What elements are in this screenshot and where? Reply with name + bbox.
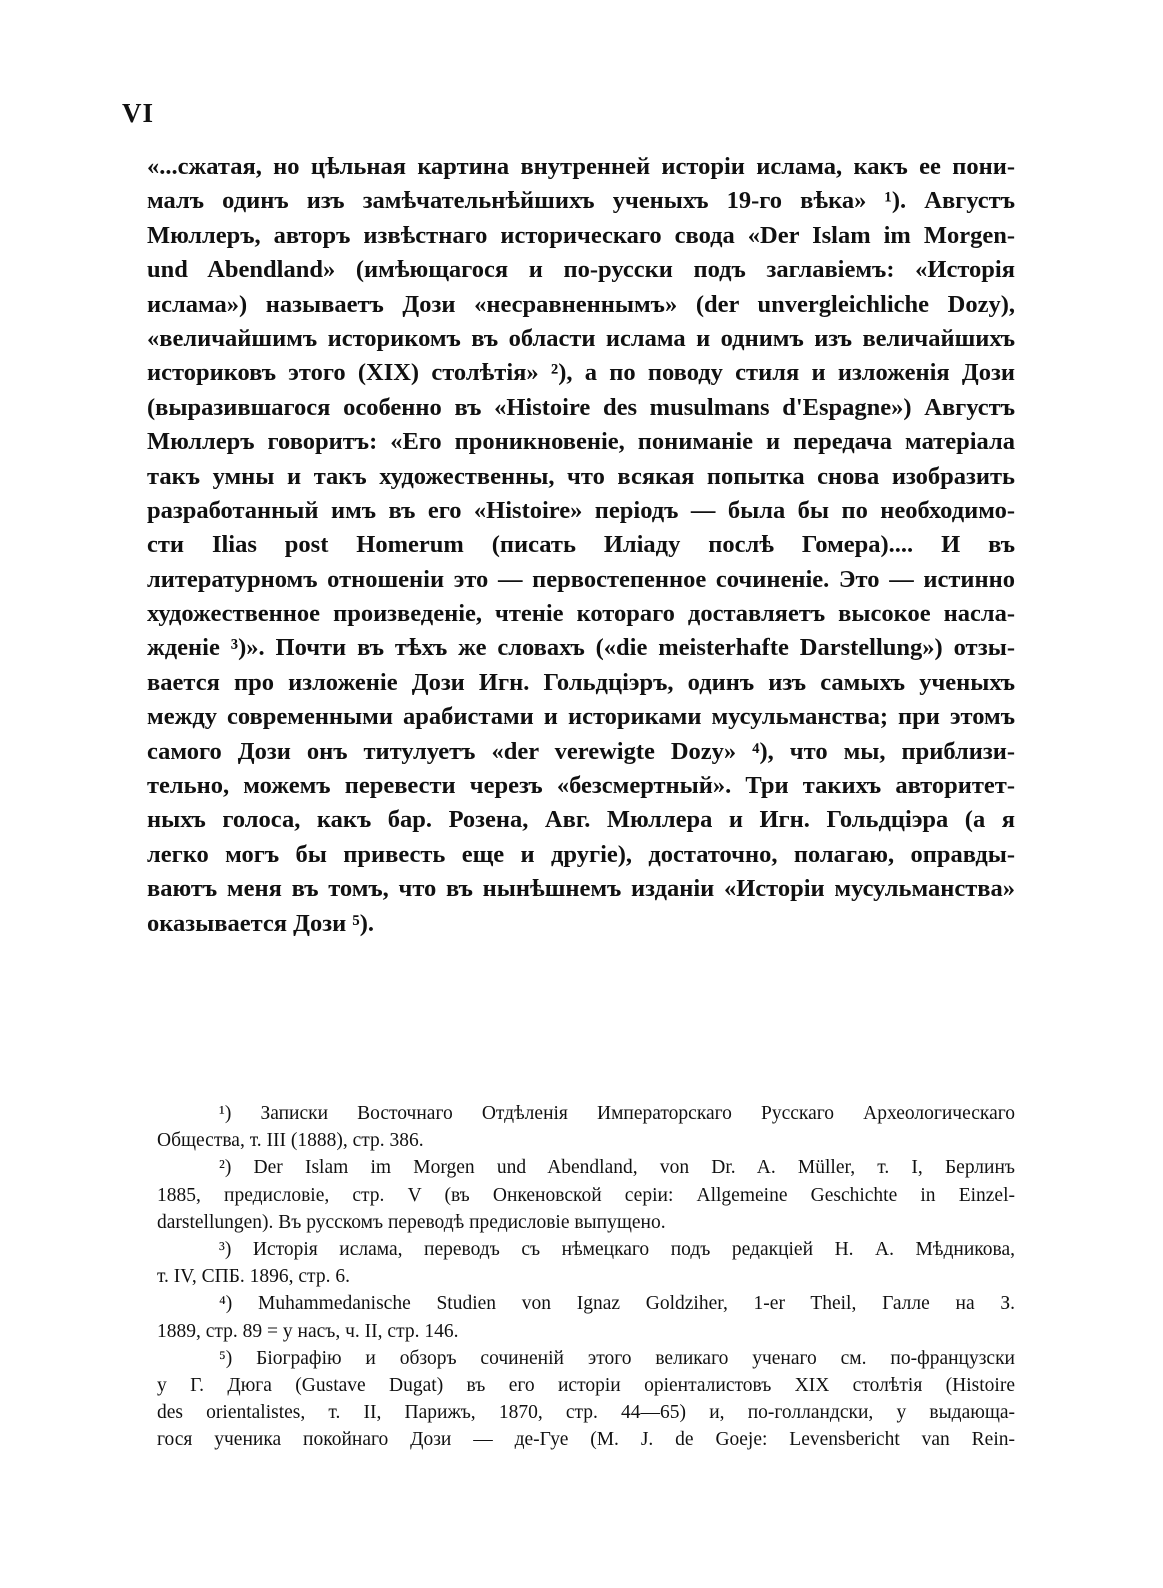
body-line: такъ умны и такъ художественны, что всякая попытка снова изобразить — [147, 462, 1015, 490]
footnote-5-line: гося ученика покойнаго Дози — де-Гуе (M. J. de Goeje: Levensbericht van Rein- — [157, 1429, 1015, 1451]
footnote-3-line: ³) Исторія ислама, переводъ съ нѣмецкаго подъ редакціей Н. А. Мѣдникова, — [219, 1238, 1015, 1260]
page-number: VI — [122, 98, 155, 128]
body-line: тельно, можемъ перевести черезъ «безсмертный». Три такихъ авторитет- — [147, 772, 1015, 800]
body-line: малъ одинъ изъ замѣчательнѣйшихъ ученыхъ 19-го вѣка» ¹). Августъ — [147, 187, 1015, 215]
body-line: ныхъ голоса, какъ бар. Розена, Авг. Мюллера и Игн. Гольдціэра (а я — [147, 806, 1015, 834]
body-line: und Abendland» (имѣющагося и по-русски подъ заглавіемъ: «Исторія — [147, 256, 1015, 284]
footnote-1-line: Общества, т. III (1888), стр. 386. — [157, 1130, 424, 1152]
body-line: сти Ilias post Homerum (писать Иліаду послѣ Гомера).... И въ — [147, 531, 1015, 559]
footnote-5-line: des orientalistes, т. II, Парижъ, 1870, стр. 44—65) и, по-голландски, у выдающа- — [157, 1402, 1015, 1424]
body-line: вается про изложеніе Дози Игн. Гольдціэръ, одинъ изъ самыхъ ученыхъ — [147, 668, 1015, 696]
body-line: (выразившагося особенно въ «Histoire des musulmans d'Espagne») Августъ — [147, 393, 1015, 421]
footnote-4-line: 1889, стр. 89 = у насъ, ч. II, стр. 146. — [157, 1320, 459, 1342]
footnotes — [157, 1100, 1015, 1453]
footnote-2-line: ²) Der Islam im Morgen und Abendland, von Dr. A. Müller, т. I, Берлинъ — [219, 1157, 1015, 1179]
body-line: «...сжатая, но цѣльная картина внутренней исторіи ислама, какъ ее пони- — [147, 153, 1015, 180]
body-line: между современными арабистами и историками мусульманства; при этомъ — [147, 703, 1015, 731]
body-line: литературномъ отношеніи это — первостепенное сочиненіе. Это — истинно — [147, 565, 1015, 593]
footnote-2-line: darstellungen). Въ русскомъ переводѣ предисловіе выпущено. — [157, 1211, 666, 1233]
footnote-2-line: 1885, предисловіе, стр. V (въ Онкеновской серіи: Allgemeine Geschichte in Einzel- — [157, 1184, 1015, 1206]
body-text — [147, 150, 1015, 941]
footnote-1-line: ¹) Записки Восточнаго Отдѣленія Императорскаго Русскаго Археологическаго — [219, 1103, 1015, 1124]
body-line: историковъ этого (XIX) столѣтія» ²), а по поводу стиля и изложенія Дози — [147, 359, 1015, 387]
body-line: ваютъ меня въ томъ, что въ нынѣшнемъ изданіи «Исторіи мусульманства» — [147, 875, 1015, 903]
body-line: художественное произведеніе, чтеніе котораго доставляетъ высокое насла- — [147, 600, 1015, 628]
body-line: разработанный имъ въ его «Histoire» періодъ — была бы по необходимо- — [147, 496, 1015, 524]
body-line: Мюллеръ, авторъ извѣстнаго историческаго свода «Der Islam im Morgen- — [147, 221, 1015, 249]
body-line: ислама») называетъ Дози «несравненнымъ» (der unvergleichliche Dozy), — [147, 290, 1015, 318]
body-line: самого Дози онъ титулуетъ «der verewigte Dozy» ⁴), что мы, приблизи- — [147, 737, 1015, 765]
footnote-4-line: ⁴) Muhammedanische Studien von Ignaz Goldziher, 1-er Theil, Галле на З. — [219, 1293, 1015, 1315]
body-line: легко могъ бы привесть еще и другіе), достаточно, полагаю, оправды- — [147, 840, 1015, 868]
body-line: жденіе ³)». Почти въ тѣхъ же словахъ («die meisterhafte Darstellung») отзы- — [147, 634, 1015, 662]
footnote-5-line: ⁵) Біографію и обзоръ сочиненій этого великаго ученаго см. по-французски — [219, 1347, 1015, 1369]
body-line: Мюллеръ говоритъ: «Его проникновеніе, пониманіе и передача матеріала — [147, 428, 1015, 456]
footnote-3-line: т. IV, СПБ. 1896, стр. 6. — [157, 1266, 350, 1288]
footnote-5-line: у Г. Дюга (Gustave Dugat) въ его исторіи оріенталистовъ XIX столѣтія (Histoire — [157, 1374, 1015, 1396]
body-line: оказывается Дози ⁵). — [147, 909, 374, 937]
body-line: «величайшимъ историкомъ въ области ислама и однимъ изъ величайшихъ — [147, 324, 1015, 352]
